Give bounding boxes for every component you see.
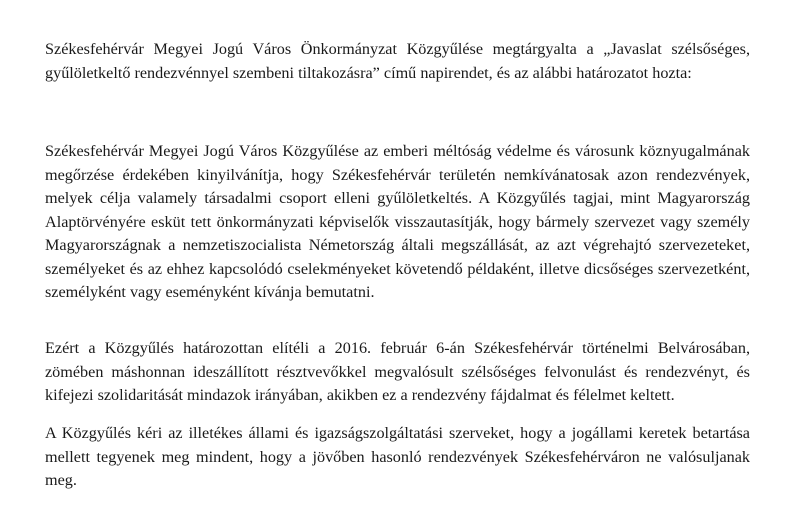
request-paragraph: A Közgyűlés kéri az illetékes állami és igazságszolgáltatási szerveket, hogy a jogállami keretek betartása mellett tegyenek meg mindent, hogy a jövőben hasonló rendezvények Székesfehérváron ne valósuljanak meg. (45, 424, 750, 489)
resolution-paragraph: Székesfehérvár Megyei Jogú Város Közgyűlése az emberi méltóság védelme és városunk köznyugalmának megőrzése érdekében kinyilvánítja, hogy Székesfehérvár területén nemkívánatosak azon rendezvények, melyek célja valamely társadalmi csoport elleni gyűlöletkeltés. A Közgyűlés tagjai, mint Magyarország Alaptörvényére esküt tett önkormányzati képviselők visszautasítják, hogy bármely szervezet vagy személy Magyarországnak a nemzetiszocialista Németország általi megszállását, az azt végrehajtó szervezeteket, személyeket és az ehhez kapcsolódó cselekményeket követendő példaként, illetve dicsőséges szervezetként, személyként vagy eseményként kívánja bemutatni. (45, 142, 750, 301)
intro-paragraph: Székesfehérvár Megyei Jogú Város Önkormányzat Közgyűlése megtárgyalta a „Javaslat szélsőséges, gyűlöletkeltő rendezvénnyel szembeni tiltakozásra” című napirendet, és az alábbi határozatot hozta: (45, 40, 750, 82)
condemnation-paragraph: Ezért a Közgyűlés határozottan elítéli a 2016. február 6-án Székesfehérvár történelmi Belvárosában, zömében máshonnan ideszállított résztvevőkkel megvalósult szélsőséges felvonulást és rendezvényt, és kifejezi szolidaritását mindazok irányában, akikben ez a rendezvény fájdalmat és félelmet keltett. (45, 339, 750, 404)
